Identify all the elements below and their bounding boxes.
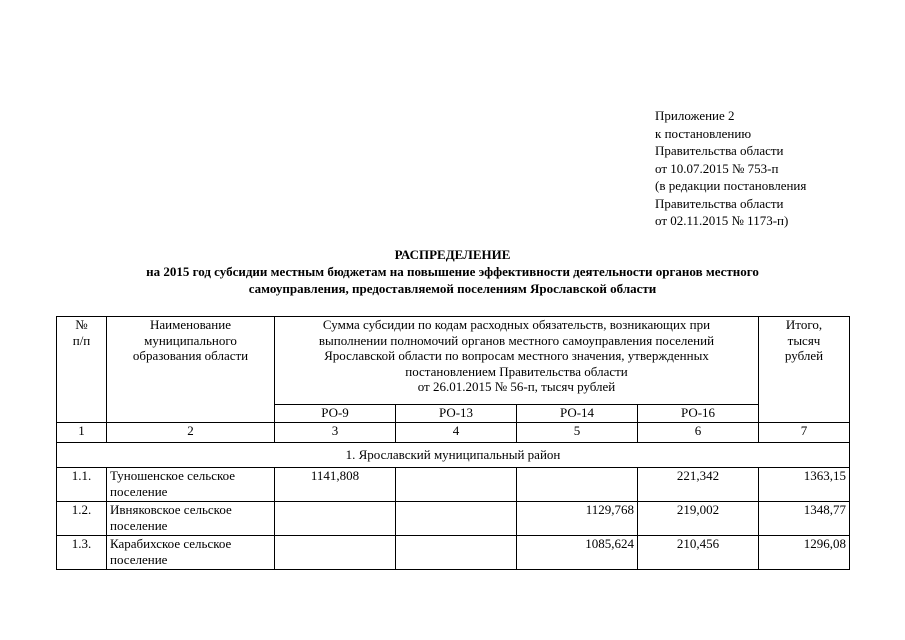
appendix-line: от 02.11.2015 № 1173-п) <box>655 213 789 228</box>
row-ro16: 221,342 <box>638 468 759 502</box>
appendix-line: от 10.07.2015 № 753-п <box>655 160 779 176</box>
header-code-ro16: РО-16 <box>638 405 759 423</box>
row-name <box>107 468 275 502</box>
col-number: 4 <box>396 423 517 443</box>
document-title <box>60 246 845 297</box>
row-name-text: Ивняковское сельское поселение <box>110 502 232 533</box>
row-ro9: 1141,808 <box>275 468 396 502</box>
row-ro14: 1129,768 <box>517 502 638 536</box>
header-code-ro14: РО-14 <box>517 405 638 423</box>
row-ro13 <box>396 502 517 536</box>
col-number: 7 <box>759 423 850 443</box>
row-ro16: 219,002 <box>638 502 759 536</box>
section-row: 1. Ярославский муниципальный район <box>57 443 850 468</box>
appendix-line: Правительства области <box>655 143 784 158</box>
row-ro9 <box>275 502 396 536</box>
header-num <box>57 317 107 423</box>
title-heading: РАСПРЕДЕЛЕНИЕ <box>394 247 511 262</box>
col-number: 2 <box>107 423 275 443</box>
title-line-1: на 2015 год субсидии местным бюджетам на повышение эффективности деятельности органов местного <box>146 264 759 279</box>
appendix-line: Приложение 2 <box>655 108 735 123</box>
header-sum-text: Сумма субсидии по кодам расходных обязательств, возникающих при выполнении полномочий органов местного самоуправления поселений Ярославской области по вопросам местного значения, утвержденных постановлением Правительства области от 26.01.2015 № 56-п, тысяч рублей <box>318 317 715 394</box>
row-name <box>107 502 275 536</box>
row-ro13 <box>396 468 517 502</box>
table-row <box>57 468 850 502</box>
row-name <box>107 536 275 570</box>
header-total-text: Итого, тысяч рублей <box>784 317 824 363</box>
row-ro13 <box>396 536 517 570</box>
row-ro16: 210,456 <box>638 536 759 570</box>
col-number: 6 <box>638 423 759 443</box>
appendix-line: Правительства области <box>655 195 784 211</box>
header-name-text: Наименование муниципального образования области <box>132 317 249 363</box>
title-line-2: самоуправления, предоставляемой поселениям Ярославской области <box>248 281 657 296</box>
appendix-line: (в редакции постановления <box>655 178 807 193</box>
col-number: 1 <box>57 423 107 443</box>
row-ro14 <box>517 468 638 502</box>
row-num: 1.1. <box>57 468 107 502</box>
table-row <box>57 536 850 570</box>
row-name-text: Туношенское сельское поселение <box>110 468 236 499</box>
header-name <box>107 317 275 423</box>
subsidy-table <box>56 316 850 570</box>
row-total: 1296,08 <box>759 536 850 570</box>
appendix-line: к постановлению <box>655 125 752 141</box>
header-num-text: № п/п <box>72 317 91 348</box>
col-number: 3 <box>275 423 396 443</box>
table-row <box>57 502 850 536</box>
row-num: 1.3. <box>57 536 107 570</box>
row-num: 1.2. <box>57 502 107 536</box>
row-ro9 <box>275 536 396 570</box>
row-ro14: 1085,624 <box>517 536 638 570</box>
row-total: 1363,15 <box>759 468 850 502</box>
header-code-ro13: РО-13 <box>396 405 517 423</box>
col-number: 5 <box>517 423 638 443</box>
header-total <box>759 317 850 423</box>
header-sum <box>275 317 759 405</box>
header-code-ro9: РО-9 <box>275 405 396 423</box>
row-total: 1348,77 <box>759 502 850 536</box>
appendix-block <box>655 107 806 230</box>
row-name-text: Карабихское сельское поселение <box>110 536 232 567</box>
